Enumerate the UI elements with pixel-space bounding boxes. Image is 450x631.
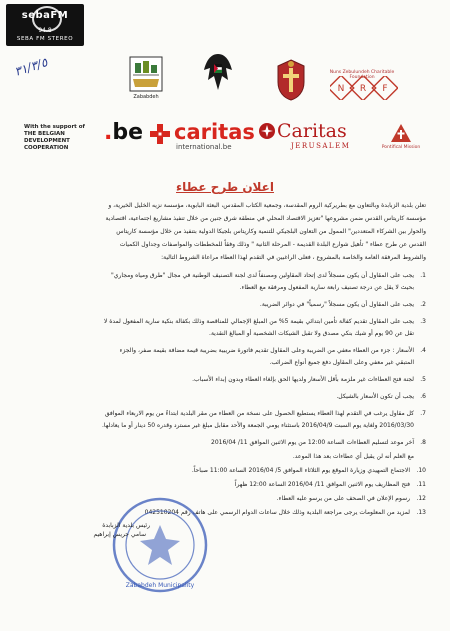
caritas-jerusalem-logo: Caritas [277, 120, 347, 142]
condition-number: 2. [420, 301, 426, 308]
handwritten-note: ٣١/٣/٥ [12, 55, 50, 79]
condition-number: 12. [416, 495, 426, 502]
condition-number: 6. [420, 393, 426, 400]
condition-number: 1. [420, 272, 426, 279]
radio-station-logo [6, 4, 84, 46]
intro-line: تعلن بلدية الزبابدة وبالتعاون مع بطريركية الروم المقدسة، وجمعية الكتاب المقدس، البعثة البابوية، مؤسسة نزيه الخليل الخيرية، و [108, 202, 426, 209]
condition-text: آخر موعد لتسليم العطاءات الساعة 12:00 من يوم الاثنين الموافق 11/ 2016/04 [211, 439, 414, 446]
zababdeh-label: Zababdeh [133, 94, 159, 100]
condition-text: لجنة فتح العطاءات غير ملزمة بأقل الأسعار ولديها الحق بإلغاء العطاء وبدون إبداء الأسباب. [192, 376, 414, 383]
radio-frequency: 94.8 [38, 27, 52, 34]
official-stamp [110, 495, 210, 595]
condition-text: 2016/03/30 ولغاية يوم السبت 2016/04/9 باستثناء يومي الجمعة والأحد مقابل مبلغ غير مسترد وقدره 50 دينار أو ما يعادلها. [101, 422, 414, 429]
condition-text: يجب على المقاول أن يكون مسجلاً لدى إتحاد المقاولين ومصنفاً لدى لجنة التصنيف الوطنية في مجال "طرق ومياه ومجاري" [111, 272, 414, 279]
condition-text: تقل عن 90 يوم أو شيك بنكي مصدق ولا تقبل الشيكات الشخصية أو المبالغ النقدية. [209, 330, 414, 337]
caritas-jerusalem-sub: JERUSALEM [291, 142, 351, 150]
tender-title: اعلان طرح عطاء [176, 180, 274, 194]
intro-line: القدس عن طرح عطاء " تأهيل شوارع البلدة القديمة - المرحلة الثانية " وذلك وفقاً للمخططات والمواصفات وجداول الكميات [119, 241, 426, 248]
condition-number: 5. [420, 376, 426, 383]
caritas-international-logo: caritas [174, 120, 255, 144]
radio-subtitle: SEBA FM STEREO [16, 36, 74, 42]
be-logo: .be [104, 120, 144, 145]
belgian-support-line-3: DEVELOPMENT COOPERATION [24, 137, 70, 151]
patriarchate-crest-logo [274, 58, 308, 102]
intro-line: والشروط المرفقة العامة والخاصة بالمشروع ، فعلى الراغبين في التقدم لهذا العطاء مراعاة الشروط التالية: [161, 254, 426, 261]
condition-text: المتبقي غير معفي وعلى المقاول دفع جميع أنواع الضرائب. [269, 359, 414, 366]
condition-number: 8. [420, 439, 426, 446]
zababdeh-municipality-logo [127, 55, 165, 95]
condition-text: رسوم الإعلان في الصحف على من يرسو عليه العطاء. [276, 495, 410, 502]
caritas-jerusalem-flame-icon [258, 122, 276, 140]
nrf-logo [330, 76, 398, 100]
svg-text:R: R [359, 84, 367, 94]
intro-line: مؤسسة كاريتاس القدس ضمن مشروعها "تعزيز الاقتصاد المحلي في منطقة شرق جنين من خلال تنفيذ مشاريع اجتماعية، اقتصادية [105, 215, 426, 222]
palestinian-authority-emblem [200, 50, 236, 96]
caritas-international-sub: international.be [176, 143, 232, 151]
condition-text: الاجتماع التمهيدي وزيارة الموقع يوم الثلاثاء الموافق 5/ 2016/04 الساعة 11:00 صباحاً. [191, 467, 410, 474]
condition-text: بحيث لا يقل عن درجة تصنيف رابعة سارية المفعول ومرفقة مع العطاء. [239, 284, 414, 291]
radio-brand: sebaFM [21, 10, 69, 21]
belgian-development-cooperation [24, 124, 106, 152]
condition-number: 3. [420, 318, 426, 325]
condition-number: 10. [416, 467, 426, 474]
svg-text:F: F [382, 84, 388, 94]
condition-text: يجب على المقاول أن يكون مسجلاً "رسمياً" في دوائر الضريبة. [259, 301, 414, 308]
signature-title: رئيس بلدية الزبابدة [102, 522, 150, 529]
pontifical-mission-label: Pontifical Mission [381, 145, 421, 150]
condition-text: الأسعار : جزء من العطاء معفي من الضريبة وعلى المقاول تقديم فاتورة ضريبية بضريبة قيمة مضافة بقيمة صفر، والجزء [119, 347, 414, 354]
condition-number: 4. [420, 347, 426, 354]
condition-number: 13. [416, 509, 426, 516]
stamp-text: Zababdeh Municipality [125, 582, 195, 589]
svg-text:N: N [337, 84, 345, 94]
pontifical-mission-logo [389, 122, 413, 144]
condition-text: كل مقاول يرغب في التقدم لهذا العطاء يستطيع الحصول على نسخة من العطاء من مقر البلدية ابتداءً من يوم الاربعاء الموافق [104, 410, 414, 417]
condition-text: لمزيد من المعلومات يرجى مراجعة البلدية وذلك خلال ساعات الدوام الرسمي على هاتف رقم 042510204 [144, 509, 410, 516]
caritas-cross-icon [150, 124, 170, 144]
signature-name: سامي جريس إبراهيم [93, 531, 146, 538]
condition-text: يجب أن تكون الأسعار بالشيكل. [336, 393, 414, 400]
nrf-foundation-title: Nuns Zebulundeh Charitable Foundation [329, 70, 395, 80]
condition-text: يجب على المقاول تقديم كفالة تأمين ابتدائي بقيمة 5% من المبلغ الإجمالي للمناقصة وذلك بكفالة بنكية سارية المفعول لمدة لا [103, 318, 414, 325]
belgian-support-line-1: With the support of [24, 124, 85, 130]
condition-text: مع العلم أنه لن يقبل أي عطاءات بعد هذا الموعد. [292, 453, 414, 460]
belgian-support-line-2: THE BELGIAN [24, 130, 65, 137]
condition-number: 7. [420, 410, 426, 417]
condition-number: 11. [416, 481, 426, 488]
condition-text: فتح المظاريف يوم الاثنين الموافق 11/ 2016/04 الساعة 12:00 ظهراً [234, 481, 410, 488]
intro-line: والحوار بين الشركاء المتعددين" الممول من التعاون البلجيكي للتنمية وكاريتاس بلجيكا الدولية بتنفيذ من خلال مؤسسة كاريتاس [116, 228, 426, 235]
